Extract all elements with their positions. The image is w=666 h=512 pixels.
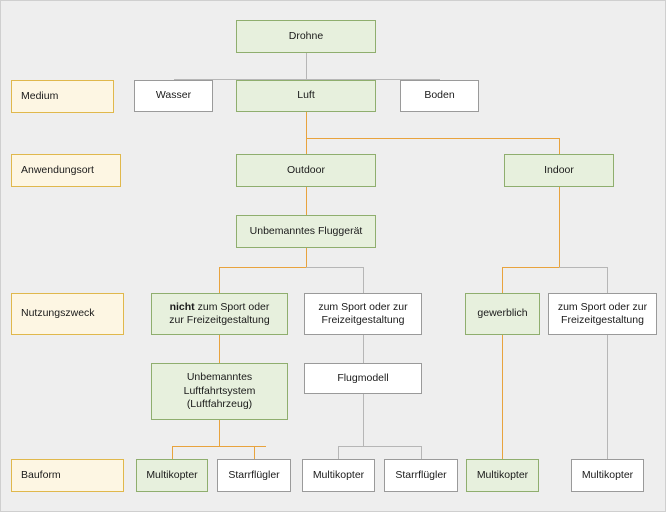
node-zum-sport-outdoor[interactable] (304, 293, 422, 335)
node-zum-sport-indoor-line1: zum Sport oder zur (557, 300, 648, 313)
node-drohne[interactable] (236, 20, 376, 53)
node-nicht-zum-sport-line1 (170, 301, 270, 314)
connector-anwendungsort-bus (306, 138, 559, 139)
node-zum-sport-outdoor-line1: zum Sport oder zur (318, 300, 408, 313)
node-luft-label: Luft (297, 89, 315, 102)
node-nicht-zum-sport-line1-rest: zum Sport oder (194, 300, 270, 313)
node-starrfluegler-flugmodell-label: Starrflügler (395, 468, 447, 481)
legend-nutzungszweck (11, 293, 124, 335)
node-boden[interactable] (400, 80, 479, 112)
node-multikopter-uas[interactable] (136, 459, 208, 492)
connector-root-to-medium (306, 53, 307, 79)
connector-flugmodell-bus (338, 446, 422, 447)
connector-to-sport-outdoor (363, 267, 364, 293)
legend-bauform (11, 459, 124, 492)
node-zum-sport-indoor[interactable] (548, 293, 657, 335)
node-starrfluegler-flugmodell[interactable] (384, 459, 458, 492)
node-wasser[interactable] (134, 80, 213, 112)
node-multikopter-sport-indoor-label: Multikopter (581, 468, 634, 481)
node-zum-sport-outdoor-line2: Freizeitgestaltung (321, 314, 405, 326)
node-multikopter-sport-indoor[interactable] (571, 459, 644, 492)
legend-anwendungsort-label: Anwendungsort (21, 163, 94, 176)
node-nicht-zum-sport[interactable] (151, 293, 288, 335)
connector-luft-down (306, 112, 307, 138)
node-gewerblich[interactable] (465, 293, 540, 335)
connector-to-multikopter-1 (172, 446, 173, 459)
node-multikopter-flugmodell-label: Multikopter (312, 468, 365, 481)
connector-gewerblich-to-multikopter (502, 335, 503, 459)
connector-indoor-bus-left (502, 267, 560, 268)
node-starrfluegler-uas[interactable] (217, 459, 291, 492)
connector-to-starrfluegler-2 (421, 446, 422, 459)
connector-uas-down (219, 420, 220, 446)
node-indoor[interactable] (504, 154, 614, 187)
node-flugmodell[interactable] (304, 363, 422, 394)
node-boden-label: Boden (424, 89, 455, 102)
node-outdoor[interactable] (236, 154, 376, 187)
connector-to-starrfluegler-1 (254, 446, 255, 459)
connector-flugmodell-down (363, 393, 364, 446)
node-unbemanntes-fluggeraet-label: Unbemanntes Fluggerät (249, 224, 363, 237)
node-unbemanntes-luftfahrtsystem[interactable] (151, 363, 288, 420)
connector-to-indoor (559, 138, 560, 154)
connector-to-sport-indoor (607, 267, 608, 293)
node-multikopter-gewerblich-indoor[interactable] (466, 459, 539, 492)
connector-uav-down (306, 248, 307, 267)
connector-uas-bus (172, 446, 266, 447)
legend-medium-label: Medium (21, 89, 59, 102)
connector-to-nicht-sport (219, 267, 220, 293)
node-luft[interactable] (236, 80, 376, 112)
node-wasser-label: Wasser (155, 89, 192, 102)
connector-to-multikopter-2 (338, 446, 339, 459)
node-multikopter-uas-label: Multikopter (146, 468, 198, 481)
node-uas-line1: Unbemanntes (186, 371, 253, 384)
connector-indoor-down (559, 187, 560, 267)
legend-anwendungsort (11, 154, 121, 187)
legend-medium (11, 80, 114, 113)
node-zum-sport-indoor-line2: Freizeitgestaltung (561, 314, 644, 326)
node-indoor-label: Indoor (544, 163, 574, 176)
connector-to-gewerblich (502, 267, 503, 293)
node-flugmodell-label: Flugmodell (337, 371, 389, 384)
node-nicht-zum-sport-line2: zur Freizeitgestaltung (169, 314, 270, 326)
connector-sport-to-flugmodell (363, 335, 364, 363)
node-uas-line2: Luftfahrtsystem (183, 384, 256, 397)
node-gewerblich-label: gewerblich (477, 307, 528, 320)
connector-uav-bus-right (306, 267, 364, 268)
connector-nichtsport-to-uas (219, 335, 220, 363)
node-starrfluegler-uas-label: Starrflügler (228, 468, 280, 481)
legend-bauform-label: Bauform (21, 468, 61, 481)
node-uas-line3: (Luftfahrzeug) (186, 398, 253, 411)
node-multikopter-flugmodell[interactable] (302, 459, 375, 492)
connector-uav-bus-left (219, 267, 307, 268)
node-outdoor-label: Outdoor (287, 163, 325, 176)
node-nicht-zum-sport-emphasis: nicht (169, 300, 195, 313)
legend-nutzungszweck-label: Nutzungszweck (21, 307, 95, 320)
connector-sportindoor-to-multikopter (607, 335, 608, 459)
node-drohne-label: Drohne (288, 29, 324, 42)
connector-outdoor-to-uav (306, 187, 307, 215)
node-unbemanntes-fluggeraet[interactable] (236, 215, 376, 248)
connector-to-outdoor (306, 138, 307, 154)
connector-indoor-bus-right (559, 267, 607, 268)
node-multikopter-gewerblich-indoor-label: Multikopter (476, 468, 529, 481)
